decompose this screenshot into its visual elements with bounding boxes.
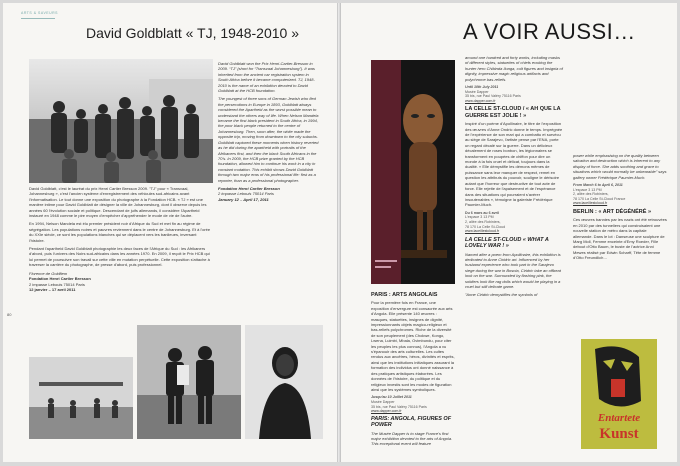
article-title: David Goldblatt « TJ, 1948-2010 » bbox=[86, 25, 299, 41]
celle-address-en-line: 2, allée des Robiniers, bbox=[573, 192, 609, 197]
celle-body-en-continued: "Anne Ciridric demystifies the symbols of bbox=[465, 292, 538, 298]
french-body-paragraph: En 1994, Nelson Mandela est élu premier président noir d'Afrique du Sud et met fin au régime de ségrégation. Les populations noires et pauvres reviennent dans le centre de Johannesburg. Et à l'orée du XXIe siècle, ce sont les populations blanches qui se déplacent vers les banlieues, inversant l'histoire. bbox=[29, 221, 211, 243]
berlin-body: Ces œuvres bannies par les nazis ont été retrouvées en 2010 par des tunneliers qui construisaient une nouvelle station de métro dans la capitale allemande. Dans le lot : Danseuse une sculpture de Marg Moll, Femme enceinte d'Emy Roeder, Fille debout d'Otto Baum, le buste de l'actrice Anni Mewes réalisé par Edwin Scharff, Tête de femme d'Otto Freundlich… bbox=[573, 217, 667, 261]
english-address: 2 impasse Lebouis 75014 Paris bbox=[218, 191, 274, 197]
celle-heading-en: LA CELLE ST-CLOUD « WHAT A LOVELY WAR ! » bbox=[465, 236, 549, 250]
celle-heading: LA CELLE ST-CLOUD / « AH QUE LA GUERRE EST JOLIE ! » bbox=[465, 106, 561, 119]
section-title: A VOIR AUSSI… bbox=[463, 19, 636, 44]
english-summary-paragraph: The youngest of three sons of German Jewish who fled the persecutions in Europe in 1893, Goldblatt always considered the Apartheid as the worst possible mean to understand the others way of life. When Nelson Mandela became the first black president in South Africa, in 1994, the poor black people returned to the centre of Johannesburg. Then, soon after, the white made the opposite trip, moving from downtown to the city suburbs. Goldblatt captured these moments when history reverted as he did during the apartheid with portraits of the Afrikaners first, and then the black South Africans in the 70's. In 2009, the HCB prize granted by the HCB foundation, allowed him to continue his work in a city in constant mutation. This exhibit shows David Goldblatt through two major eras of his professional life: first as a reporter, than as a professional photographer. bbox=[218, 96, 319, 183]
english-summary-column bbox=[218, 61, 320, 202]
angola-address: 35 bis, rue Paul Valéry 75116 Paris bbox=[371, 404, 427, 409]
french-body-paragraph: David Goldblatt, c'est le lauréat du prix Henri Cartier Bresson 2009. "TJ" pour « Transvaal, Johannesburg », c'est l'ancien système d'enregistrement des véhicules sud-africains avant l'informatisation. Le tout donne une exposition du photographe à la Fondation HCB. « TJ » est une manière intime pour David Goldblatt de désigner la ville de Johannesburg, dont il observe depuis les années 60 l'évolution sociale et politique. Descendant de juifs allemands, il considère l'Apartheid instauré en 1948 comme le pire moyen d'empêcher d'appréhender le mode de vie de l'autre. bbox=[29, 186, 207, 219]
angola-venue-en: Musée Dapper bbox=[465, 89, 489, 94]
berlin-heading: BERLIN : « ART DÉGÉNÉRÉ » bbox=[573, 209, 652, 215]
english-dates: January 12 – April 17, 2011 bbox=[218, 196, 269, 202]
angola-body-en: The Musée Dapper is to stage France's first major exhibition devoted to the arts of Angola. This exceptional event will feature bbox=[371, 430, 453, 447]
english-venue: Fondation Henri Cartier Bresson bbox=[218, 185, 280, 191]
celle-body: Inspiré d'un poème d'Apollinaire, le titre de l'exposition des œuvres d'Anne Ondric donne le temps. Imprégnée de l'expérience de son mari qui a combattu et survécu au siège de Sarajevo, l'artiste pense par l'ENA, porte un regard décalé sur la guerre. Dans un délicieux décalement de roses bonbon, les légionnaires se transforment en poupées de chiffon pour dire un monde à la fois cruel et délicat, toujours dans la dualité. « Elle démystifie les démons mêmes de puissance sans leur manquer de respect, remet en question les attributs du pouvoir, souligne le dérisoire autant que l'horreur que destructive de tout acte de force. Elle rejette de l'apaisement et de l'espérance dans des situations qui pourraient s'avérer insoutenables », témoigne la galeriste Frédérique Paumier-Much. bbox=[465, 121, 563, 208]
right-page bbox=[341, 3, 677, 462]
poster-title-line2: Kunst bbox=[599, 426, 639, 442]
dates: 12 janvier – 17 avril 2011 bbox=[29, 286, 76, 292]
celle-link[interactable]: www.laceillestcloud.fr bbox=[465, 229, 500, 234]
poster-entartete-kunst-svg bbox=[581, 339, 657, 449]
angola-body-en-continued: around one hundred and forty works, including masks of different styles, statuettes of chiefs evoking the hunter hero Chibinda Ilunga, cult figures and insignia of dignity, impressive magic-religious artifacts and polychrome bas-reliefs. bbox=[465, 55, 563, 82]
left-page bbox=[3, 3, 337, 462]
photo-bus-stop bbox=[29, 357, 133, 439]
celle-body-en: Named after a poem from Apollinaire, this exhibition is dedicated to Anne Ciridric art. Influenced by her husband experience who took part in the Sarajevo siege during the war in Bosnia, Ciridric take an offbeat look on the war. Surrounded by flashing pink, the soldiers look like rag dolls which would be playing in a cruel but still delicate game. bbox=[465, 251, 561, 289]
angola-link-en[interactable]: www.dapper.com.fr bbox=[465, 98, 496, 103]
main-photo-svg bbox=[29, 59, 213, 183]
venue: Fondation Henri Cartier Bresson bbox=[29, 276, 91, 282]
celle-address-line: 78 170 La Celle St-Cloud bbox=[465, 224, 506, 229]
address: 2 impasse Lebouis 75014 Paris bbox=[29, 281, 85, 287]
poster-title-line1: Entartete bbox=[597, 412, 641, 424]
middle-column bbox=[465, 55, 563, 301]
celle-address-en-line: 78 170 La Celle St-Cloud France bbox=[573, 196, 626, 201]
photo-woman-portrait bbox=[245, 325, 323, 439]
magazine-logo bbox=[21, 11, 59, 25]
angola-column bbox=[371, 292, 455, 450]
angola-heading: PARIS : ARTS ANGOLAIS bbox=[371, 292, 438, 298]
angola-until: Jusqu'au 10 Juillet 2011 bbox=[371, 395, 412, 400]
english-summary-paragraph: David Goldblatt won the Prix Henri-Cartier-Bresson in 2009. “TJ” (short for “Transvaal Johannesburg”). It was inherited from the ancient car registration system in South Africa before it became computerized. TJ, 1948-2010 is the name of an exhibition devoted to David Goldblatt at the HCB foundation. bbox=[218, 61, 315, 94]
celle-dates: Du 6 mars au 6 avril bbox=[465, 210, 499, 215]
celle-address-en-line: L'espace 3 13 PM bbox=[573, 187, 602, 192]
photo-woman-portrait-svg bbox=[245, 325, 323, 439]
celle-dates-en: From March 6 to April 6, 2011 bbox=[573, 183, 623, 188]
angola-heading-en: PARIS: ANGOLA, FIGURES OF POWER bbox=[371, 415, 452, 429]
celle-address-line: L'espace 3 13 PM bbox=[465, 215, 494, 220]
photo-two-boys-svg bbox=[137, 325, 241, 439]
angola-body: Pour la première fois en France, une exposition d'envergure est consacrée aux arts d'Angola. Elle présente 140 œuvres : masques, statuettes, insignes de dignité, impressionnants objets magico-religieux et bas-reliefs polychromes. Riche de la diversité de son peuplement (des Chokwe, Kongo, Lwena, Luimbi, Mbala, Ovimbundu, pour citer les peuples les plus connus), l'Angola a vu s'épanouir des arts culturelles. Les cultes rendus aux ancêtres, héros, divinités et esprits, ainsi que les institutions initiatiques assurant la formation des individus ont donné naissance à des pratiques artistiques élaborées. Les données de l'histoire, du politique et du religieux investis sont les modes de figuration ainsi que les systèmes symboliques. bbox=[371, 300, 455, 392]
french-body-column bbox=[29, 186, 213, 292]
photo-angola-mask-svg bbox=[371, 60, 455, 284]
celle-address-line: 2, allée des Robiniers, bbox=[465, 219, 501, 224]
celle-body-en-end: power while emphasising on the quality between salvation and destruction which is inherent to any display of force. She adds soothing and grace to situations which would normally be unbearable" says gallery owner Frédérique Paumier-Much. bbox=[573, 153, 667, 180]
french-body-paragraph: Pendant l'apartheid David Goldblatt photographie les deux faces de l'Afrique du Sud : les Afrikaners d'abord, puis l'univers des Noirs sud-africains dans les années 1970. En 2009, il reçoit le Prix HCB qui lui permet de poursuivre son travail sur cette ville en mutation perpétuelle. Cette exposition s'attache à traverser la carrière du photographe, de presse d'abord, puis professionnel. bbox=[29, 246, 210, 268]
angola-link[interactable]: www.dapper.com.fr bbox=[371, 409, 402, 414]
angola-venue: Musée Dapper bbox=[371, 399, 395, 404]
main-photo-group-portrait bbox=[29, 59, 213, 183]
byline: Florence de Goldfiem bbox=[29, 270, 68, 276]
magazine-logo-text: ARTS & SAVEURS bbox=[21, 11, 59, 15]
celle-link-en[interactable]: www.laceillestcloud.fr bbox=[573, 201, 608, 206]
page-number: 80 bbox=[7, 312, 12, 317]
photo-bus-stop-svg bbox=[29, 357, 133, 439]
right-column bbox=[573, 153, 667, 264]
angola-address-en: 35 bis, rue Paul Valéry 75116 Paris bbox=[465, 94, 521, 99]
angola-until-en: Until 10th July 2011 bbox=[465, 85, 499, 90]
photo-two-boys bbox=[137, 325, 241, 439]
photo-angola-mask bbox=[371, 60, 455, 284]
poster-entartete-kunst bbox=[581, 339, 657, 449]
